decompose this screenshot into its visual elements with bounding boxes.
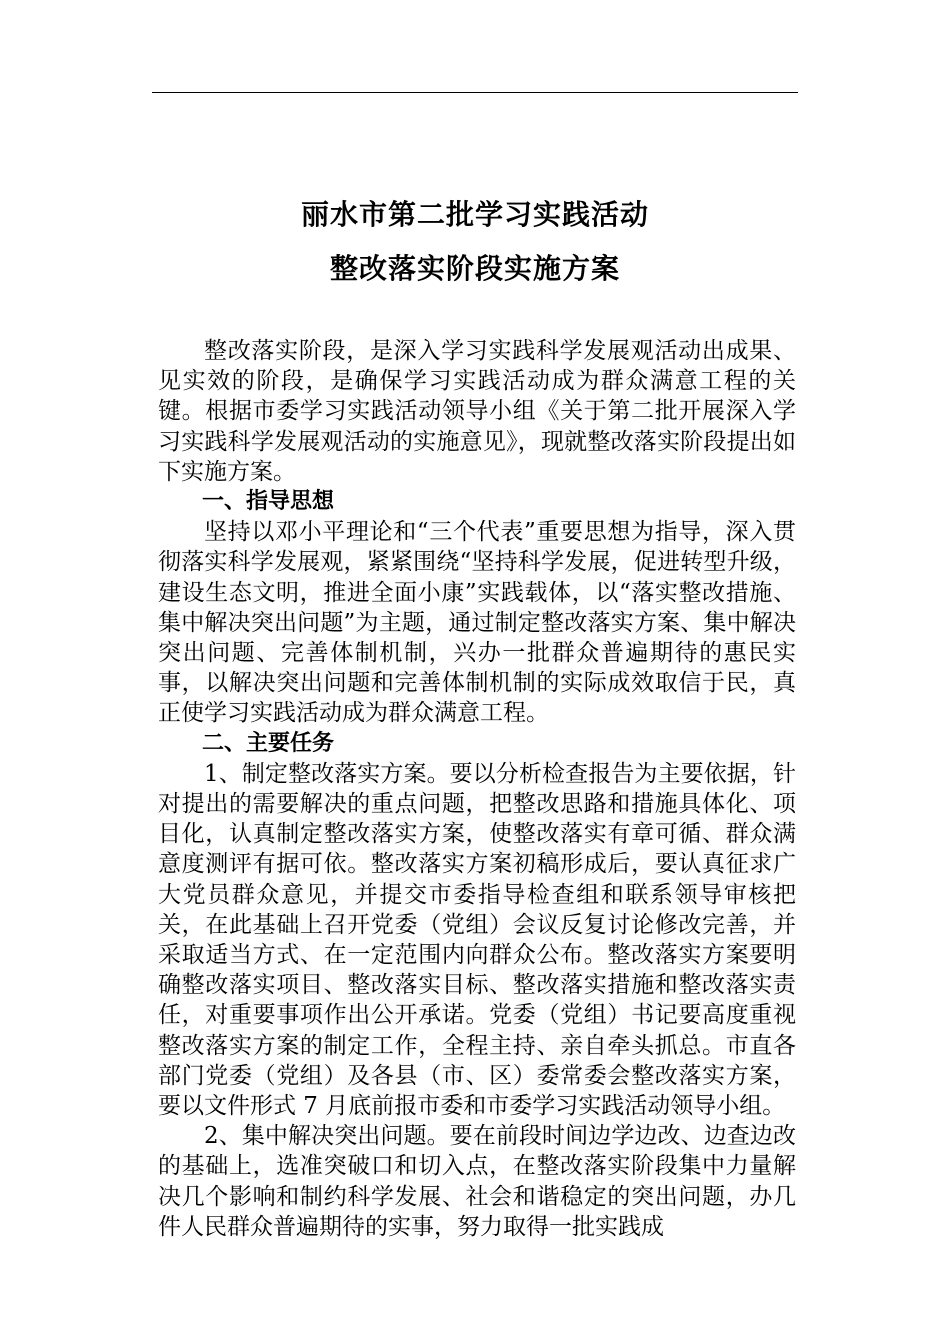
task-2-lead: 2、集中解决突出问题。 xyxy=(204,1123,450,1150)
document-body xyxy=(158,336,796,1242)
task-1-lead: 1、制定整改落实方案。 xyxy=(204,760,450,787)
title-line-1: 丽水市第二批学习实践活动 xyxy=(300,198,649,231)
document-title xyxy=(152,188,798,296)
header-rule xyxy=(152,92,798,93)
section-heading-main-tasks: 二、主要任务 xyxy=(202,730,335,756)
task-1-text: 要以分析检查报告为主要依据，针对提出的需要解决的重点问题，把整改思路和措施具体化、项目化，认真制定整改落实方案，使整改落实有章可循、群众满意度测评有据可依。整改落实方案初稿形成后，要认真征求广大党员群众意见，并提交市委指导检查组和联系领导审核把关，在此基础上召开党委（党组）会议反复讨论修改完善，并采取适当方式、在一定范围内向群众公布。整改落实方案要明确整改落实项目、整改落实目标、整改落实措施和整改落实责任，对重要事项作出公开承诺。党委（党组）书记要高度重视整改落实方案的制定工作，全程主持、亲自牵头抓总。市直各部门党委（党组）及各县（市、区）委常委会整改落实方案，要以文件形式 7 月底前报市委和市委学习实践活动领导小组。 xyxy=(158,760,796,1120)
task-2-paragraph xyxy=(158,1121,796,1242)
title-line-2: 整改落实阶段实施方案 xyxy=(329,252,620,285)
task-1-paragraph xyxy=(158,759,796,1121)
section-heading-guiding-thought: 一、指导思想 xyxy=(202,489,335,515)
task-2-text: 要在前段时间边学边改、边查边改的基础上，选准突破口和切入点，在整改落实阶段集中力量解决几个影响和制约科学发展、社会和谐稳定的突出问题，办几件人民群众普遍期待的实事，努力取得一批实践成 xyxy=(158,1123,796,1240)
intro-paragraph: 整改落实阶段，是深入学习实践科学发展观活动出成果、见实效的阶段，是确保学习实践活动成为群众满意工程的关键。根据市委学习实践活动领导小组《关于第二批开展深入学习实践科学发展观活动的实施意见》，现就整改落实阶段提出如下实施方案。 xyxy=(158,338,796,485)
guiding-thought-paragraph: 坚持以邓小平理论和“三个代表”重要思想为指导，深入贯彻落实科学发展观，紧紧围绕“坚持科学发展，促进转型升级，建设生态文明，推进全面小康”实践载体，以“落实整改措施、集中解决突出问题”为主题，通过制定整改落实方案、集中解决突出问题、完善体制机制，兴办一批群众普遍期待的惠民实事，以解决突出问题和完善体制机制的实际成效取信于民，真正使学习实践活动成为群众满意工程。 xyxy=(158,519,796,727)
